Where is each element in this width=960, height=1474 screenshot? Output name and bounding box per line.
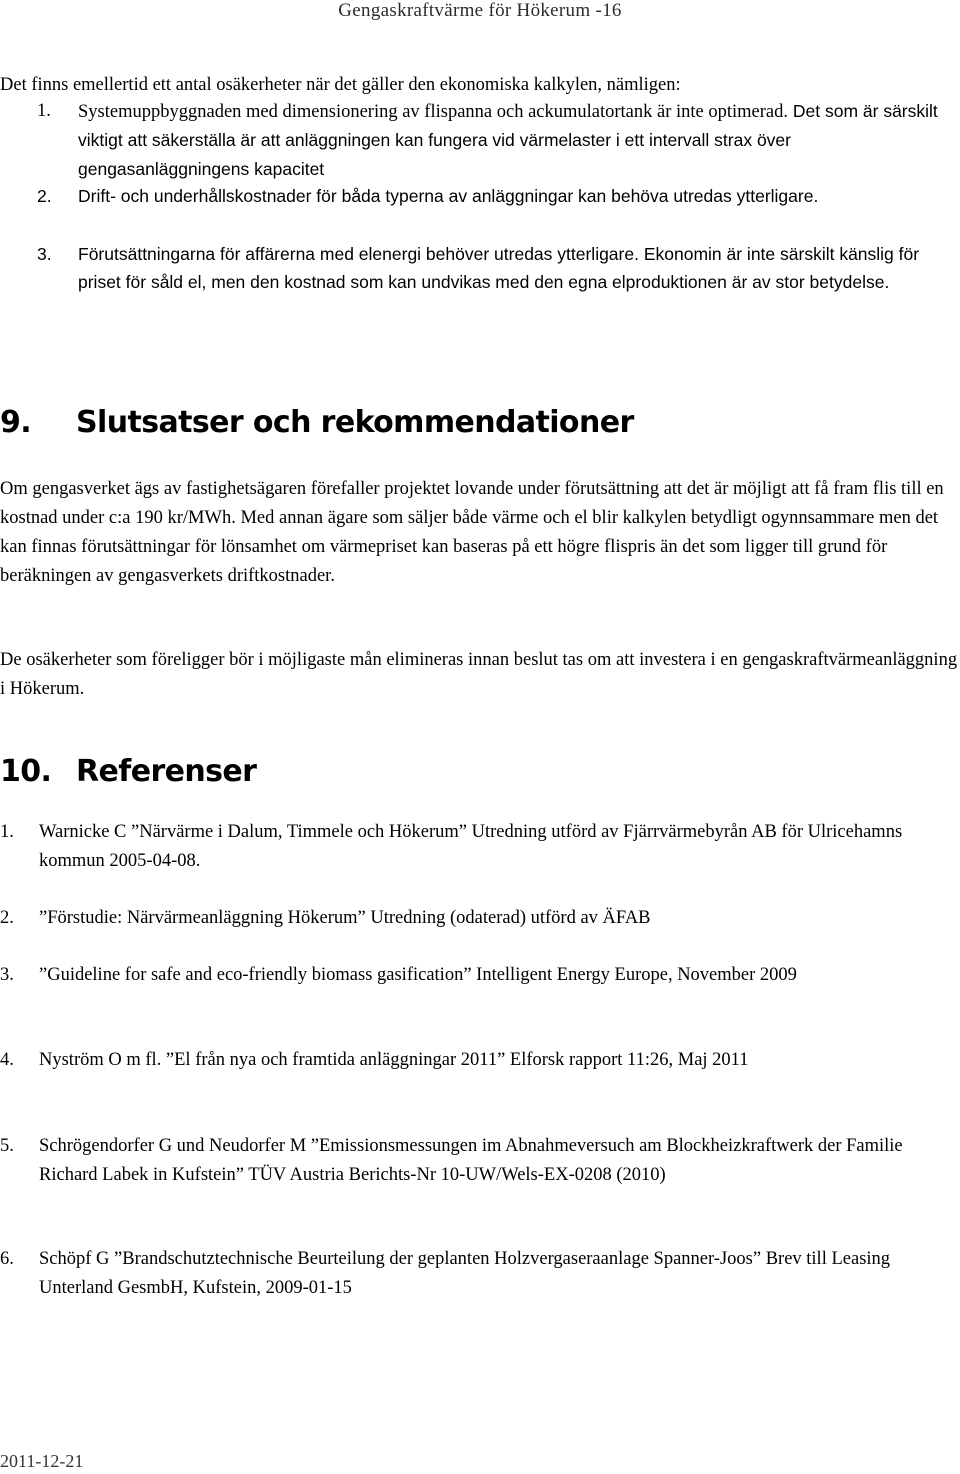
reference-number: 6. bbox=[0, 1249, 14, 1269]
reference-text: Nyström O m fl. ”El från nya och framtida anläggningar 2011” Elforsk rapport 11:26, Maj 2011 bbox=[39, 1050, 749, 1070]
section-heading-references bbox=[0, 752, 256, 792]
section-title: Slutsatser och rekommendationer bbox=[76, 405, 634, 440]
reference-number: 5. bbox=[0, 1136, 14, 1156]
reference-number: 3. bbox=[0, 965, 14, 985]
paragraph-recommendation: De osäkerheter som föreligger bör i möjligaste mån elimineras innan beslut tas om att investera i en gengaskraftvärmeanläggning i Hökerum. bbox=[0, 650, 958, 699]
list-item-text bbox=[78, 97, 948, 184]
running-header: Gengaskraftvärme för Hökerum -16 bbox=[338, 0, 622, 21]
list-item-text: Förutsättningarna för affärerna med elenergi behöver utredas ytterligare. Ekonomin är inte särskilt känslig för priset för såld el, men den kostnad som kan undvikas med den egna elproduktionen är av stor betydelse. bbox=[78, 244, 920, 292]
reference-text: Warnicke C ”Närvärme i Dalum, Timmele och Hökerum” Utredning utförd av Fjärrvärmebyrån AB för Ulricehamns kommun 2005-04-08. bbox=[39, 822, 903, 871]
intro-lead: Det finns emellertid ett antal osäkerheter när det gäller den ekonomiska kalkylen, nämligen: bbox=[0, 75, 681, 95]
section-heading-conclusions bbox=[0, 403, 634, 443]
section-number: 9. bbox=[0, 405, 32, 440]
reference-number: 4. bbox=[0, 1050, 14, 1070]
list-item-text-sans: Det som är särskilt viktigt att säkerställa är att anläggningen kan fungera vid värmelaster i ett intervall strax över gengasanläggningens kapacitet bbox=[78, 101, 938, 179]
reference-number: 1. bbox=[0, 822, 14, 842]
section-number: 10. bbox=[0, 754, 52, 789]
footer-date: 2011-12-21 bbox=[0, 1451, 84, 1471]
list-item-number: 3. bbox=[37, 244, 52, 264]
reference-text: Schöpf G ”Brandschutztechnische Beurteilung der geplanten Holzvergaseraanlage Spanner-Joos” Brev till Leasing Unterland GesmbH, Kufstein, 2009-01-15 bbox=[39, 1249, 891, 1298]
section-title: Referenser bbox=[76, 754, 257, 789]
list-item-number: 2. bbox=[37, 186, 52, 206]
list-item-text-serif: Systemuppbyggnaden med dimensionering av flispanna och ackumulatortank är inte optimerad. bbox=[78, 102, 789, 122]
reference-text: ”Förstudie: Närvärmeanläggning Hökerum” Utredning (odaterad) utförd av ÄFAB bbox=[39, 908, 651, 928]
list-item-text: Drift- och underhållskostnader för båda typerna av anläggningar kan behöva utredas ytterligare. bbox=[78, 186, 819, 206]
reference-text: ”Guideline for safe and eco-friendly biomass gasification” Intelligent Energy Europe, November 2009 bbox=[39, 965, 797, 985]
list-item-number: 1. bbox=[37, 101, 51, 121]
paragraph-conclusion: Om gengasverket ägs av fastighetsägaren förefaller projektet lovande under förutsättning att det är möjligt att få fram flis till en kostnad under c:a 190 kr/MWh. Med annan ägare som säljer både värme och el blir kalkylen betydligt ogynnsammare men det kan finnas förutsättningar för lönsamhet om värmepriset kan baseras på ett högre flispris än det som ligger till grund för beräkningen av gengasverkets driftkostnader. bbox=[0, 479, 944, 586]
reference-text: Schrögendorfer G und Neudorfer M ”Emissionsmessungen im Abnahmeversuch am Blockheizkraftwerk der Familie Richard Labek in Kufstein” TÜV Austria Berichts-Nr 10-UW/Wels-EX-0208 (2010) bbox=[39, 1136, 903, 1185]
reference-number: 2. bbox=[0, 908, 14, 928]
